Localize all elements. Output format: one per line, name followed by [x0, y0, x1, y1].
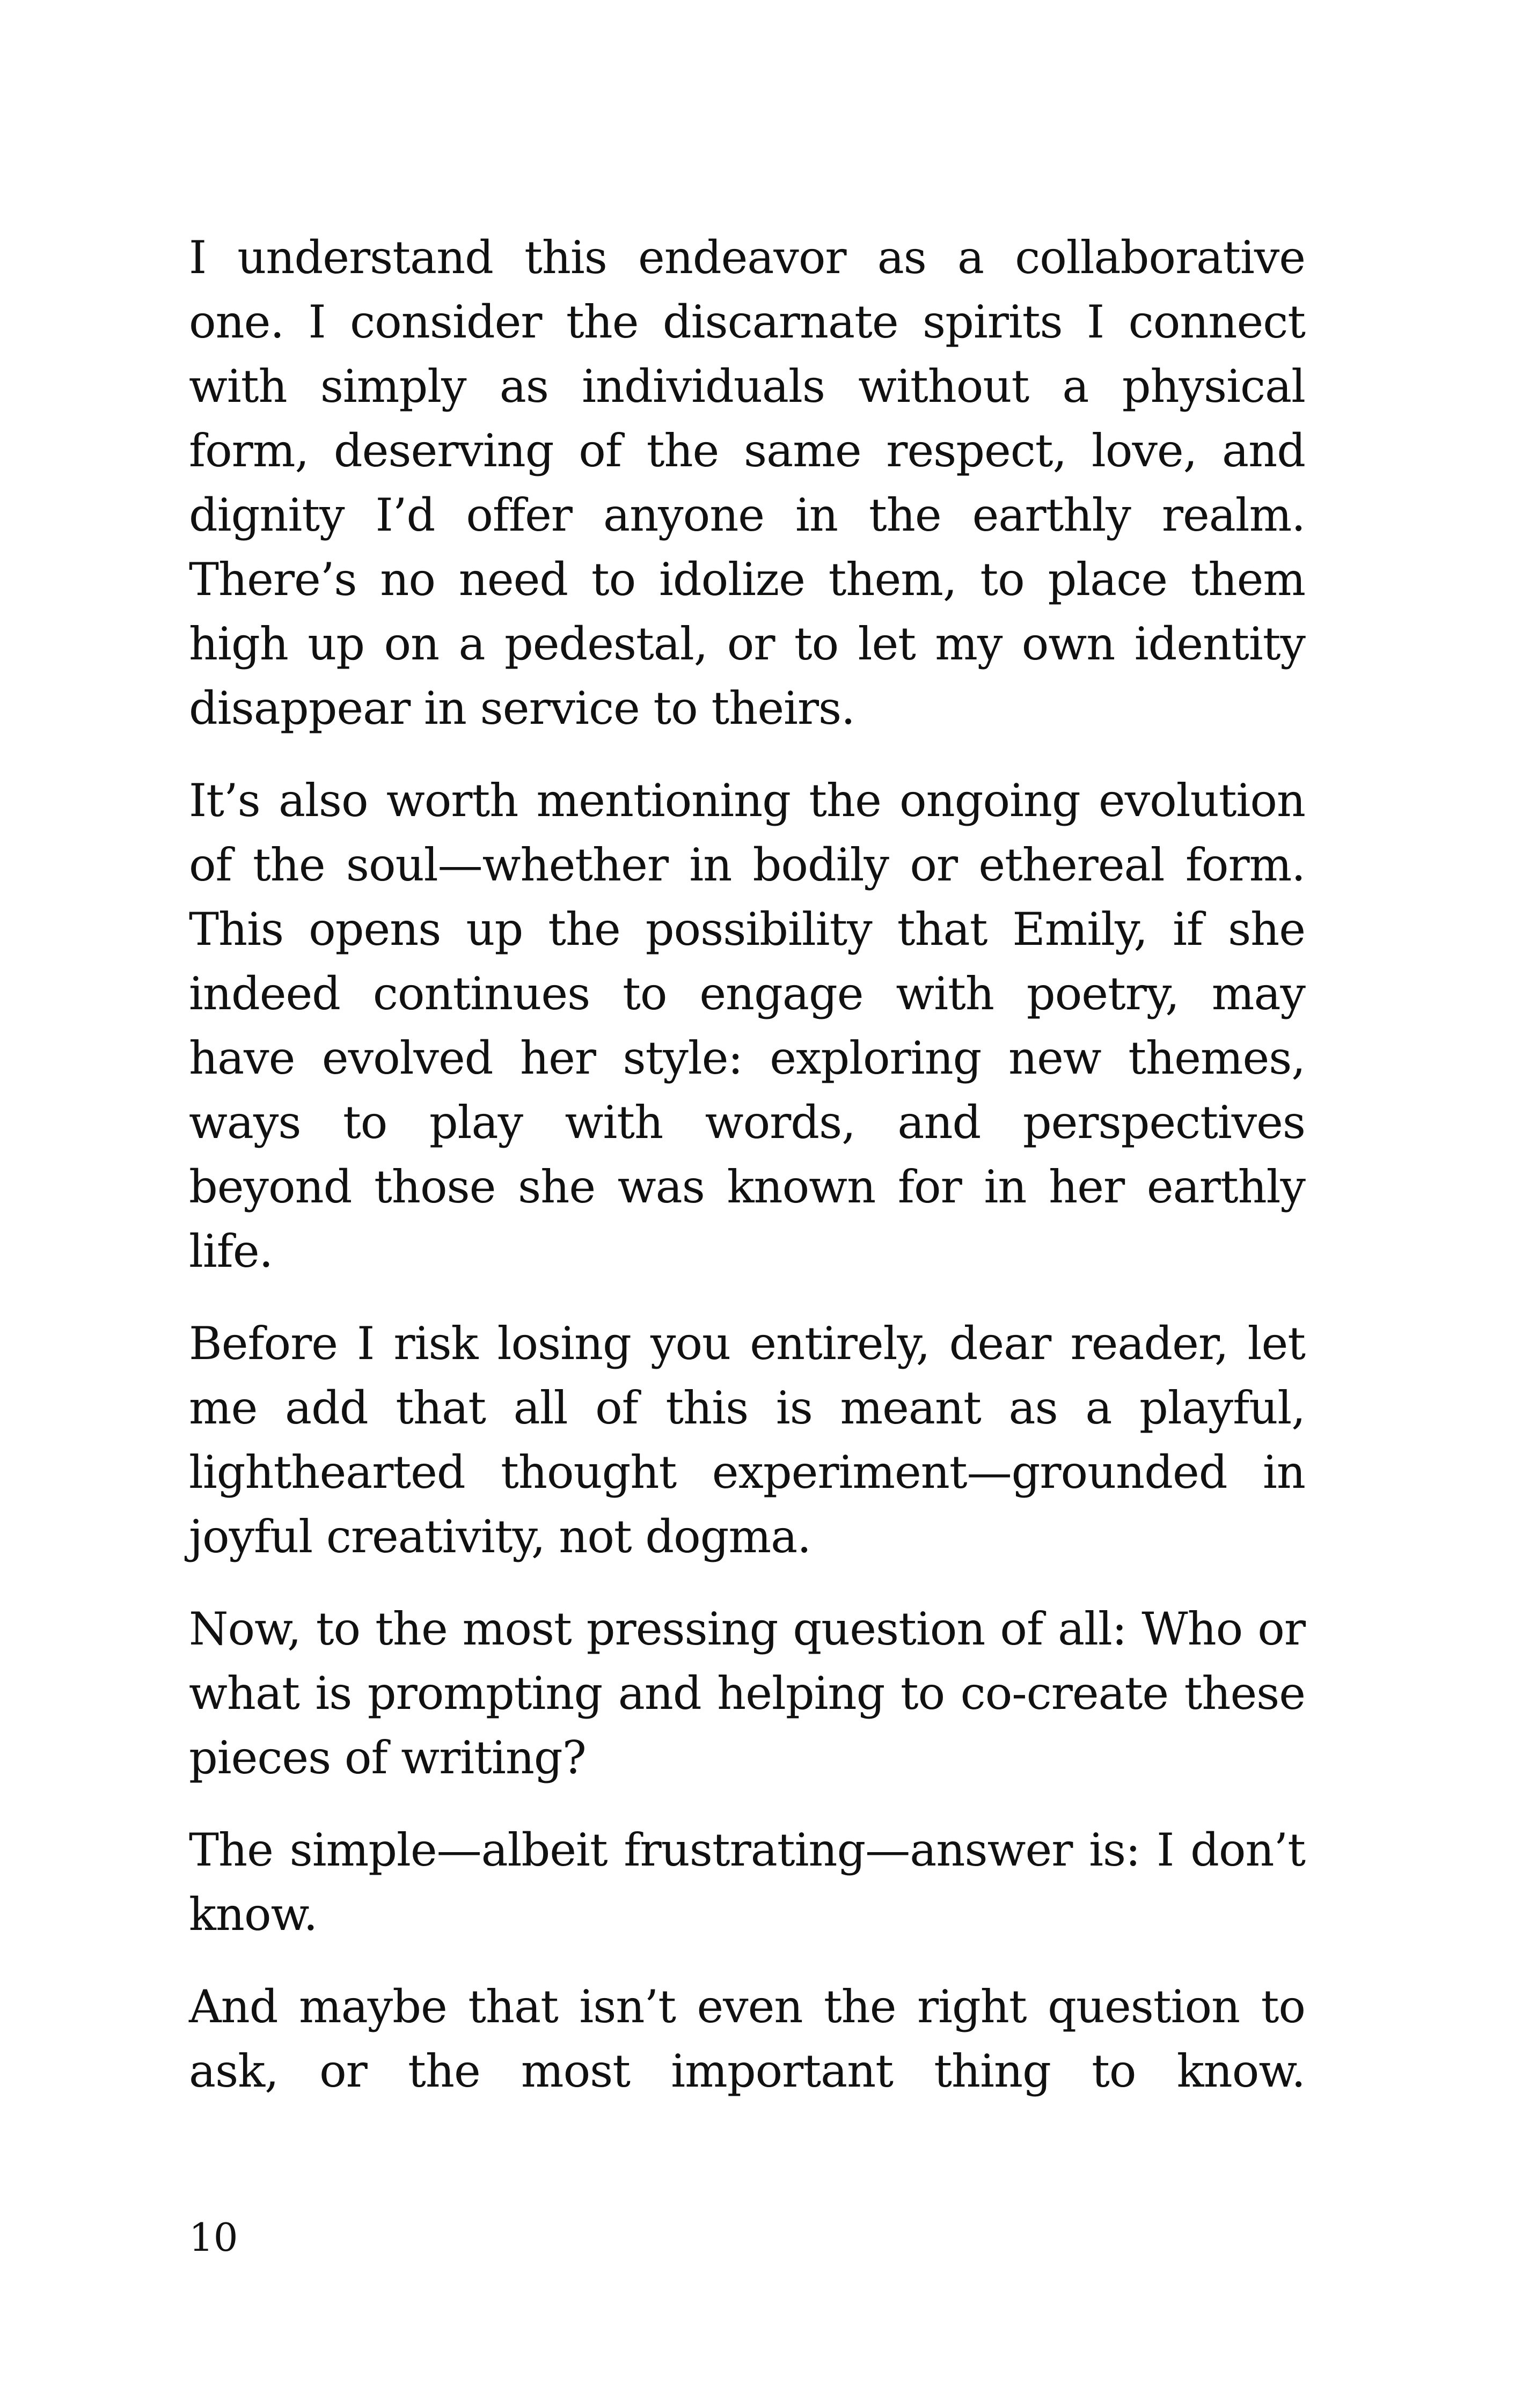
paragraph-1: I understand this endeavor as a collaborative one. I consider the discarnate spirits I connect with simply as individuals without a physical form, deserving of the same respect, love, and dignity I’d offer anyone in the earthly realm. There’s no need to idolize them, to place them high up on a pedestal, or to let my own identity disappear in service to theirs.: [189, 231, 1305, 735]
paragraph-6: And maybe that isn’t even the right question to ask, or the most important thing to know.: [189, 1980, 1305, 2097]
paragraph-2: It’s also worth mentioning the ongoing evolution of the soul—whether in bodily or ethereal form. This opens up the possibility that Emily, if she indeed continues to engage with poetry, may have evolved her style: exploring new themes, ways to play with words, and perspectives beyond those she was known for in her earthly life.: [189, 774, 1305, 1278]
page-number: 10: [189, 2215, 238, 2260]
paragraph-3: Before I risk losing you entirely, dear reader, let me add that all of this is meant as a playful, lighthearted thought experiment—grounded in joyful creativity, not dogma.: [189, 1317, 1305, 1563]
paragraph-5: The simple—albeit frustrating—answer is: I don’t know.: [189, 1824, 1305, 1941]
body-text: [189, 225, 1305, 2131]
paragraph-4: Now, to the most pressing question of all: Who or what is prompting and helping to co-create these pieces of writing?: [189, 1603, 1305, 1784]
